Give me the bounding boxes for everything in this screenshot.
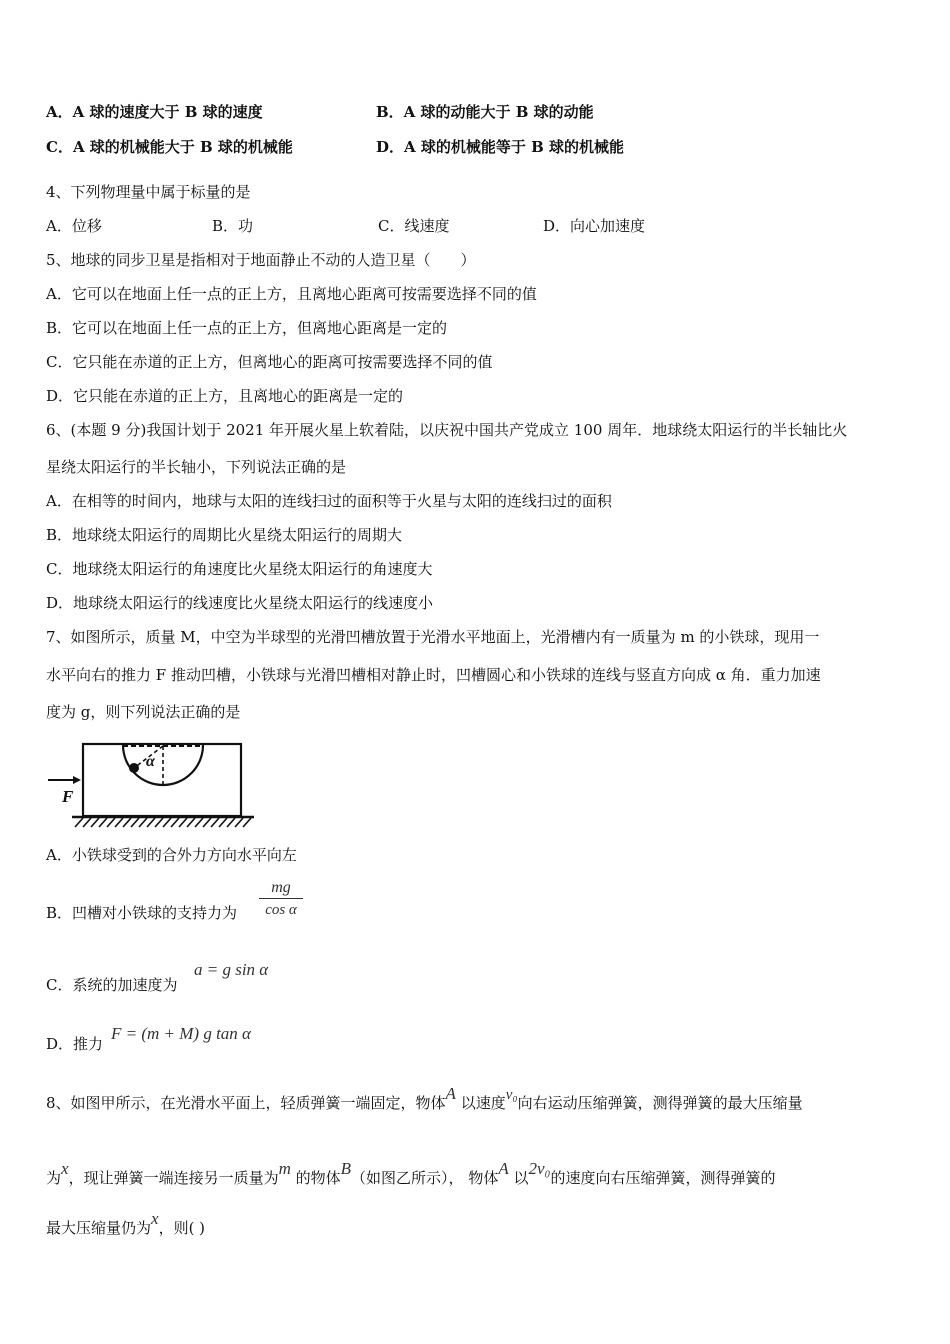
force-arrowhead <box>73 776 81 784</box>
q3-option-a: A．A 球的速度大于 B 球的速度 <box>46 103 263 121</box>
q3-option-c: C．A 球的机械能大于 B 球的机械能 <box>46 138 293 156</box>
fraction-numerator: mg <box>259 878 303 899</box>
q6-option-c: C．地球绕太阳运行的角速度比火星绕太阳运行的角速度大 <box>46 560 433 578</box>
q7-stem-line1: 7、如图所示，质量 M，中空为半球型的光滑凹槽放置于光滑水平地面上，光滑槽内有一质量为 m 的小铁球，现用一 <box>46 628 820 646</box>
angle-label: α <box>146 753 155 770</box>
q8-text-2: 以速度 <box>460 1094 506 1112</box>
force-label: F <box>62 787 74 806</box>
q7-groove-figure <box>42 740 262 832</box>
q8-line2 <box>46 1159 776 1188</box>
q6-stem-line1: 6、(本题 9 分)我国计划于 2021 年开展火星上软着陆，以庆祝中国共产党成立 100 周年．地球绕太阳运行的半长轴比火 <box>46 421 848 439</box>
q5-option-d: D．它只能在赤道的正上方，且离地心的距离是一定的 <box>46 387 404 405</box>
var-x-2: x <box>151 1209 159 1228</box>
q7-stem-line3: 度为 g，则下列说法正确的是 <box>46 703 241 721</box>
var-A: A <box>445 1084 456 1103</box>
q8-text-7: （如图乙所示）， 物体 <box>351 1169 499 1187</box>
q7-option-d: D．推力 <box>46 1035 104 1053</box>
q8-text-1: 8、如图甲所示，在光滑水平面上，轻质弹簧一端固定，物体 <box>46 1094 446 1112</box>
fraction-denominator: cos α <box>265 902 297 918</box>
q5-stem: 5、地球的同步卫星是指相对于地面静止不动的人造卫星（ ） <box>46 251 476 269</box>
q6-stem-line2: 星绕太阳运行的半长轴小，下列说法正确的是 <box>46 458 347 476</box>
q7-option-c: C．系统的加速度为 <box>46 976 178 994</box>
q3-option-b: B．A 球的动能大于 B 球的动能 <box>376 103 594 121</box>
q4-option-b: B．功 <box>212 217 254 235</box>
q7-option-b: B．凹槽对小铁球的支持力为 <box>46 904 238 922</box>
var-2v0: 2v₀ <box>528 1159 551 1178</box>
q8-text-3: 向右运动压缩弹簧，测得弹簧的最大压缩量 <box>517 1094 803 1112</box>
q8-text-4: 为 <box>46 1169 62 1187</box>
var-m: m <box>278 1159 291 1178</box>
q6-option-d: D．地球绕太阳运行的线速度比火星绕太阳运行的线速度小 <box>46 594 434 612</box>
q7-stem-line2: 水平向右的推力 F 推动凹槽，小铁球与光滑凹槽相对静止时，凹槽圆心和小铁球的连线与竖直方向成 α 角．重力加速 <box>46 666 821 684</box>
q8-line1 <box>46 1084 803 1114</box>
q8-text-10: 最大压缩量仍为 <box>46 1219 152 1237</box>
q4-option-a: A．位移 <box>46 217 102 235</box>
q8-text-6: 的物体 <box>295 1169 341 1187</box>
q7-option-c-formula: a = g sin α <box>194 960 269 979</box>
q4-option-d: D．向心加速度 <box>543 217 646 235</box>
q6-option-a: A．在相等的时间内，地球与太阳的连线扫过的面积等于火星与太阳的连线扫过的面积 <box>46 492 612 510</box>
q5-option-c: C．它只能在赤道的正上方，但离地心的距离可按需要选择不同的值 <box>46 353 493 371</box>
q5-option-b: B．它可以在地面上任一点的正上方，但离地心距离是一定的 <box>46 319 448 337</box>
q8-text-8: 以 <box>513 1169 529 1187</box>
q7-option-b-fraction <box>259 878 303 921</box>
q7-option-d-formula: F = (m + M) g tan α <box>111 1024 251 1043</box>
iron-ball <box>129 763 139 773</box>
q6-option-b: B．地球绕太阳运行的周期比火星绕太阳运行的周期大 <box>46 526 403 544</box>
var-B: B <box>340 1159 352 1178</box>
q8-line3 <box>46 1209 206 1238</box>
q7-option-a: A．小铁球受到的合外力方向水平向左 <box>46 846 297 864</box>
q5-option-a: A．它可以在地面上任一点的正上方，且离地心距离可按需要选择不同的值 <box>46 285 537 303</box>
q8-text-9: 的速度向右压缩弹簧，测得弹簧的 <box>550 1169 776 1187</box>
q8-text-5: ，现让弹簧一端连接另一质量为 <box>68 1169 279 1187</box>
q4-option-c: C．线速度 <box>378 217 450 235</box>
q4-stem: 4、下列物理量中属于标量的是 <box>46 183 251 201</box>
var-v0: v₀ <box>505 1087 518 1103</box>
ground-hatching <box>75 818 251 827</box>
var-A-2: A <box>498 1159 509 1178</box>
q3-option-d: D．A 球的机械能等于 B 球的机械能 <box>376 138 624 156</box>
q8-text-11: ，则( ) <box>158 1219 206 1237</box>
var-x: x <box>61 1159 69 1178</box>
